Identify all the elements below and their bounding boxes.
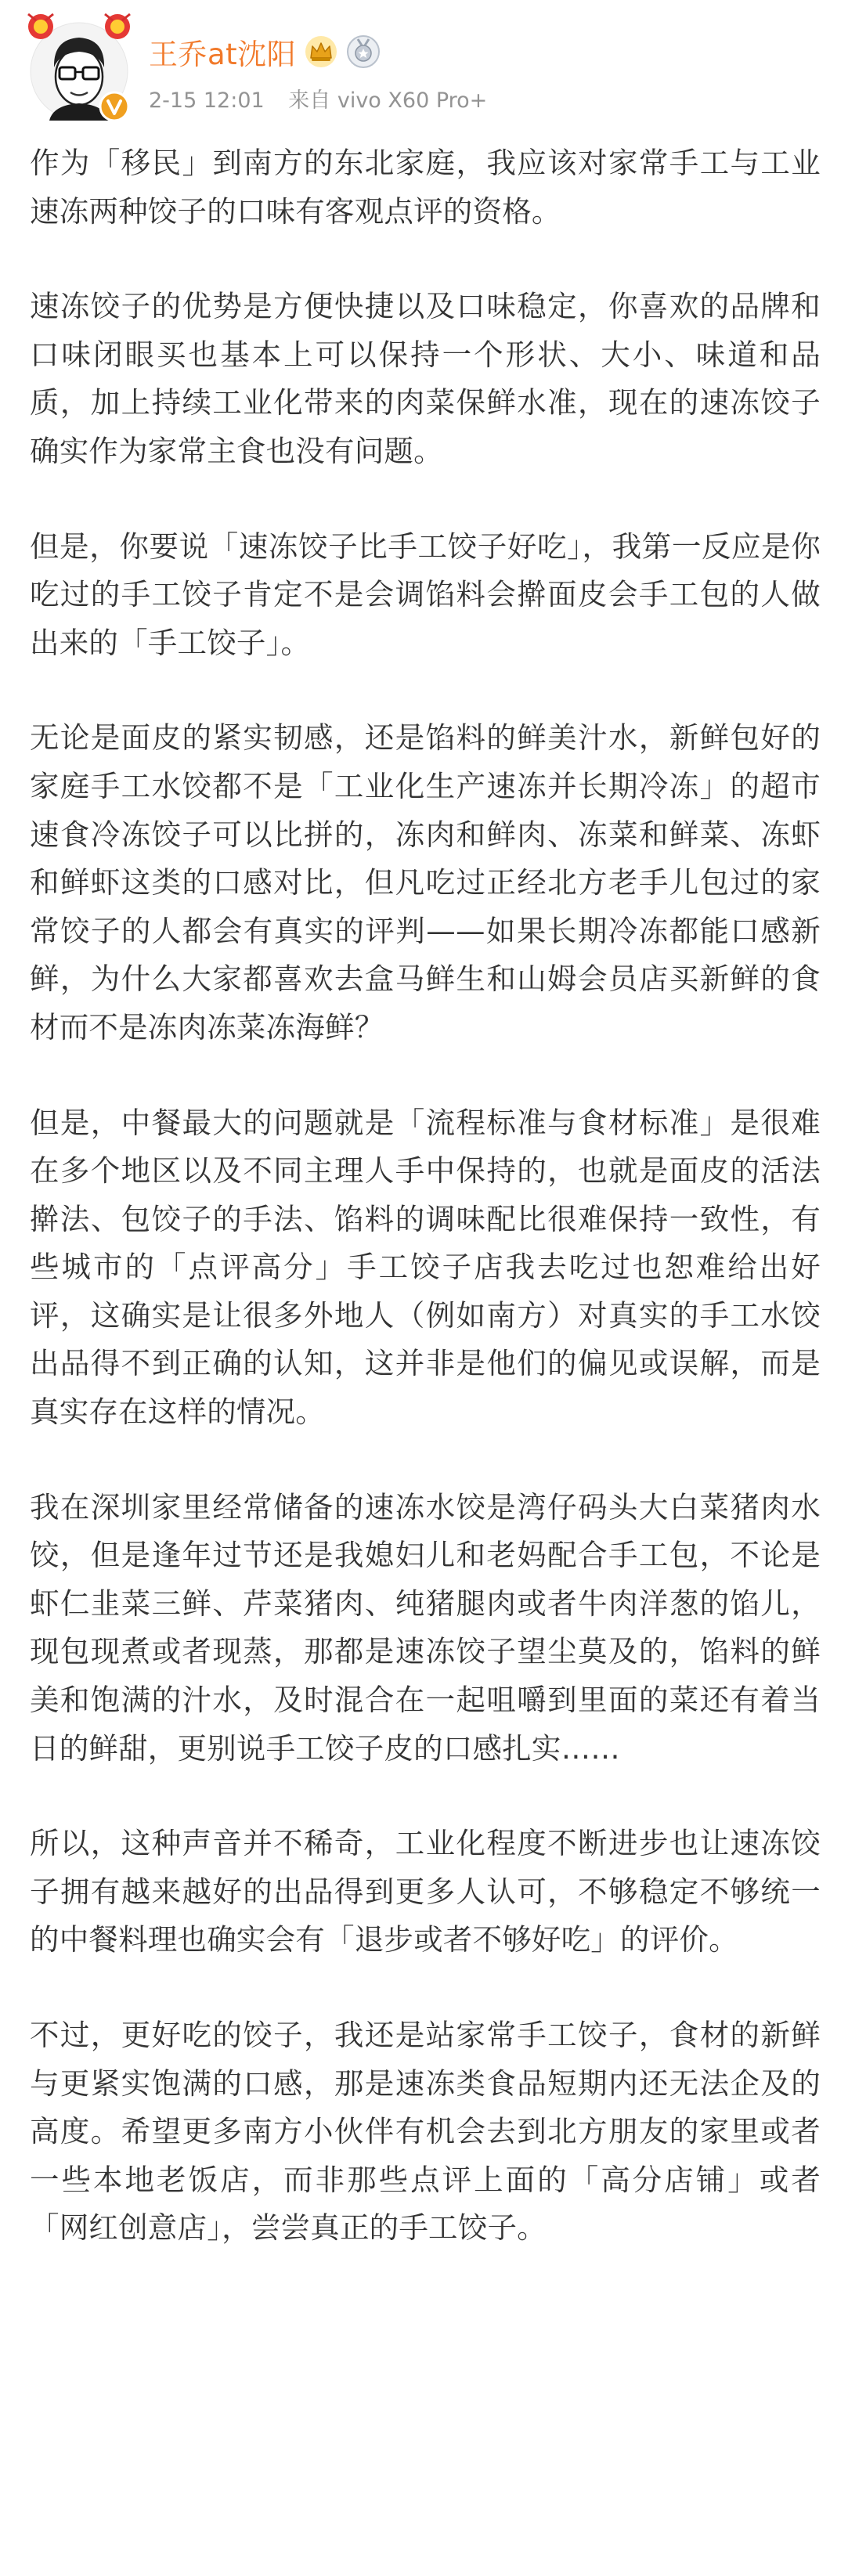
medal-icon[interactable]	[346, 34, 381, 69]
post-date: 2-15 12:01	[149, 88, 265, 113]
festive-ornament-icon	[20, 6, 138, 44]
paragraph: 不过，更好吃的饺子，我还是站家常手工饺子，食材的新鲜与更紧实饱满的口感，那是速冻类食品短期内还无法企及的高度。希望更多南方小伙伴有机会去到北方朋友的家里或者一些本地老饭店，而非那些点评上面的「高分店铺」或者「网红创意店」，尝尝真正的手工饺子。	[30, 2018, 821, 2246]
author-name[interactable]: 王乔at沈阳	[149, 38, 297, 71]
paragraph: 但是，中餐最大的问题就是「流程标准与食材标准」是很难在多个地区以及不同主理人手中保持的，也就是面皮的活法擀法、包饺子的手法、馅料的调味配比很难保持一致性，有些城市的「点评高分」手工饺子店我去吃过也恕难给出好评，这确实是让很多外地人（例如南方）对真实的手工水饺出品得不到正确的认知，这并非是他们的偏见或误解，而是真实存在这样的情况。	[30, 1105, 821, 1430]
crown-icon[interactable]	[304, 34, 338, 69]
v-verified-icon	[99, 91, 130, 122]
paragraph: 速冻饺子的优势是方便快捷以及口味稳定，你喜欢的品牌和口味闭眼买也基本上可以保持一个形状、大小、味道和品质，加上持续工业化带来的肉菜保鲜水准，现在的速冻饺子确实作为家常主食也没有问题。	[30, 289, 821, 468]
author-row	[149, 28, 381, 75]
post-meta	[149, 83, 504, 114]
paragraph: 作为「移民」到南方的东北家庭，我应该对家常手工与工业速冻两种饺子的口味有客观点评的资格。	[30, 146, 821, 229]
post-source[interactable]: 来自 vivo X60 Pro+	[288, 88, 488, 113]
paragraph: 我在深圳家里经常储备的速冻水饺是湾仔码头大白菜猪肉水饺，但是逢年过节还是我媳妇儿和老妈配合手工包，不论是虾仁韭菜三鲜、芹菜猪肉、纯猪腿肉或者牛肉洋葱的馅儿，现包现煮或者现蒸，那都是速冻饺子望尘莫及的，馅料的鲜美和饱满的汁水，及时混合在一起咀嚼到里面的菜还有着当日的鲜甜，更别说手工饺子皮的口感扎实……	[30, 1489, 821, 1766]
post-header	[0, 0, 848, 133]
paragraph: 无论是面皮的紧实韧感，还是馅料的鲜美汁水，新鲜包好的家庭手工水饺都不是「工业化生产速冻并长期冷冻」的超市速食冷冻饺子可以比拼的，冻肉和鲜肉、冻菜和鲜菜、冻虾和鲜虾这类的口感对比，但凡吃过正经北方老手儿包过的家常饺子的人都会有真实的评判——如果长期冷冻都能口感新鲜，为什么大家都喜欢去盒马鲜生和山姆会员店买新鲜的食材而不是冻肉冻菜冻海鲜？	[30, 720, 821, 1044]
post-body	[30, 139, 821, 2300]
avatar[interactable]	[30, 11, 132, 128]
paragraph: 但是，你要说「速冻饺子比手工饺子好吃」，我第一反应是你吃过的手工饺子肯定不是会调馅料会擀面皮会手工包的人做出来的「手工饺子」。	[30, 529, 821, 660]
paragraph: 所以，这种声音并不稀奇，工业化程度不断进步也让速冻饺子拥有越来越好的出品得到更多人认可，不够稳定不够统一的中餐料理也确实会有「退步或者不够好吃」的评价。	[30, 1826, 821, 1957]
